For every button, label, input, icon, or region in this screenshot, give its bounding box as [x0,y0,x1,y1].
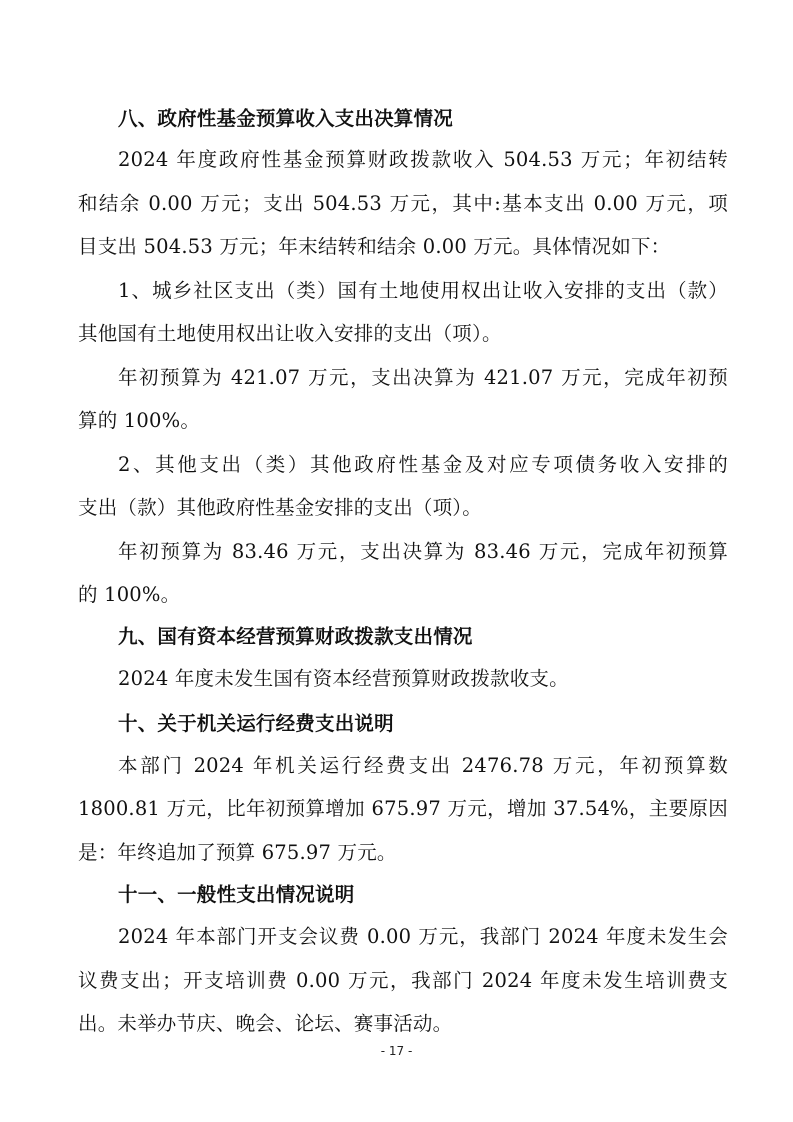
paragraph-line: 年初预算为 83.46 万元，支出决算为 83.46 万元，完成年初预算 [118,540,728,563]
paragraph-line: 出。未举办节庆、晚会、论坛、赛事活动。 [78,1012,453,1035]
section-heading: 十、关于机关运行经费支出说明 [118,712,394,735]
paragraph-line: 是：年终追加了预算 675.97 万元。 [78,841,397,864]
paragraph-line: 2024 年本部门开支会议费 0.00 万元，我部门 2024 年度未发生会 [118,925,728,948]
paragraph-line: 本部门 2024 年机关运行经费支出 2476.78 万元，年初预算数 [118,754,728,777]
paragraph-line: 1、城乡社区支出（类）国有土地使用权出让收入安排的支出（款） [118,279,728,302]
paragraph-line: 1800.81 万元，比年初预算增加 675.97 万元，增加 37.54%，主要原因 [78,797,728,820]
paragraph-line: 议费支出；开支培训费 0.00 万元，我部门 2024 年度未发生培训费支 [78,969,728,992]
paragraph-line: 和结余 0.00 万元；支出 504.53 万元，其中:基本支出 0.00 万元，项 [78,192,728,215]
page-number: - 17 - [380,1044,413,1058]
paragraph-line: 年初预算为 421.07 万元，支出决算为 421.07 万元，完成年初预 [118,366,728,389]
section-heading: 十一、一般性支出情况说明 [118,883,355,906]
paragraph-line: 2024 年度政府性基金预算财政拨款收入 504.53 万元；年初结转 [118,148,728,171]
section-heading: 八、政府性基金预算收入支出决算情况 [118,107,453,130]
paragraph-line: 支出（款）其他政府性基金安排的支出（项）。 [78,496,482,519]
paragraph-line: 其他国有土地使用权出让收入安排的支出（项）。 [78,322,502,345]
paragraph-line: 2、其他支出（类）其他政府性基金及对应专项债务收入安排的 [118,453,728,476]
paragraph-line: 算的 100%。 [78,409,201,432]
paragraph-line: 目支出 504.53 万元；年末结转和结余 0.00 万元。具体情况如下： [78,235,671,258]
paragraph-line: 2024 年度未发生国有资本经营预算财政拨款收支。 [118,667,569,690]
section-heading: 九、国有资本经营预算财政拨款支出情况 [118,625,473,648]
paragraph-line: 的 100%。 [78,583,181,606]
